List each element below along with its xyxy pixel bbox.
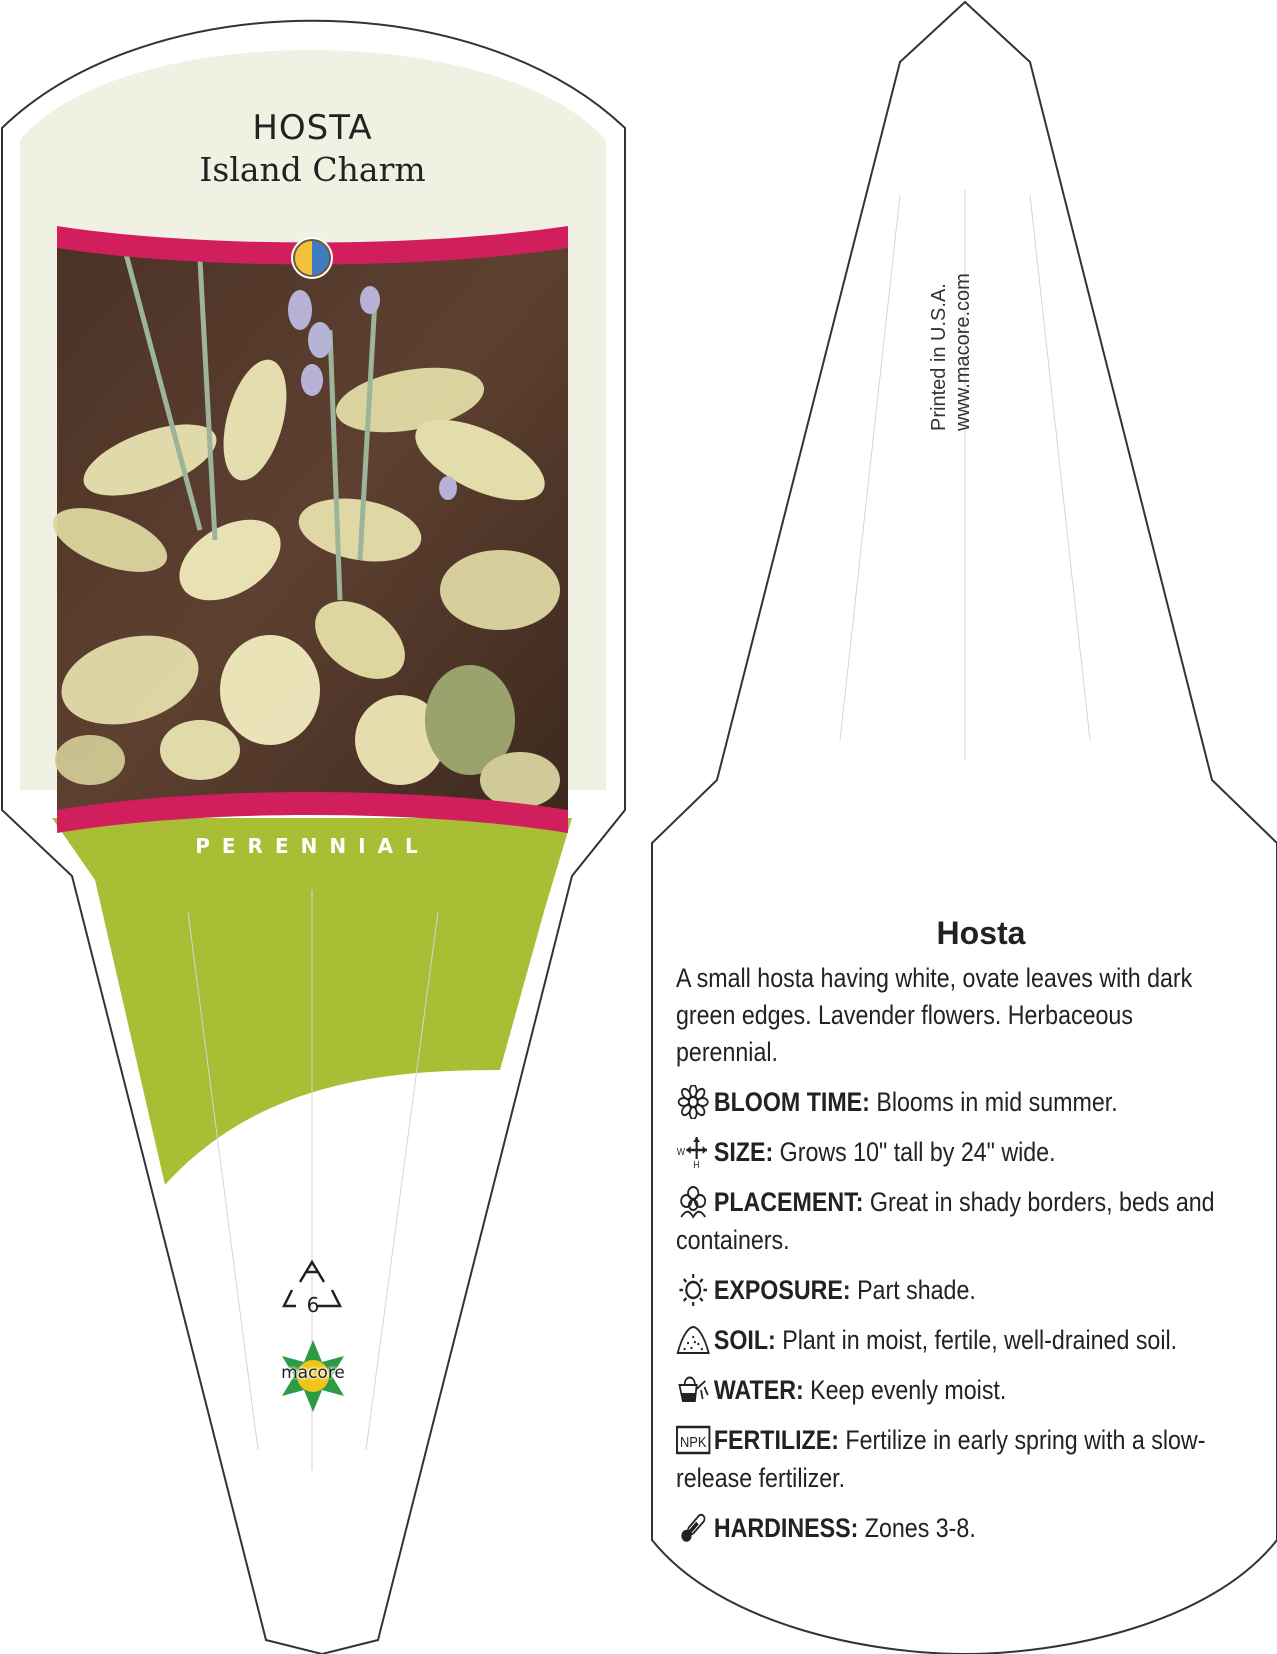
size-arrows-icon: [676, 1135, 710, 1169]
size-row: [676, 1133, 1235, 1171]
soil-label: SOIL:: [713, 1325, 776, 1355]
fertilize-value: Fertilize in early spring with a slow-release fertilizer.: [676, 1425, 1206, 1493]
flower-icon: [676, 1085, 710, 1119]
care-info: [676, 915, 1246, 1547]
placement-label: PLACEMENT:: [713, 1187, 864, 1217]
sun-icon: [676, 1273, 710, 1307]
plant-photo: [45, 230, 568, 825]
hardiness-value: Zones 3-8.: [858, 1513, 976, 1543]
plant-category: PERENNIAL: [195, 834, 430, 858]
exposure-row: [676, 1271, 1235, 1309]
plant-name: HOSTA: [252, 108, 373, 148]
water-row: [676, 1371, 1235, 1409]
care-description: A small hosta having white, ovate leaves with dark green edges. Lavender flowers. Herbaceous perennial.: [676, 963, 1193, 1067]
thermometer-icon: [676, 1511, 710, 1545]
bloom-time-label: BLOOM TIME:: [713, 1087, 870, 1117]
part-shade-badge-icon: [291, 237, 333, 279]
printed-website: www.macore.com: [952, 273, 974, 431]
soil-row: [676, 1321, 1235, 1359]
bloom-time-row: [676, 1083, 1235, 1121]
size-label: SIZE:: [713, 1137, 774, 1167]
cultivar-name: Island Charm: [199, 150, 426, 189]
fertilize-row: [676, 1421, 1235, 1497]
hardiness-row: [676, 1509, 1235, 1547]
shrub-icon: [676, 1185, 710, 1219]
bloom-time-value: Blooms in mid summer.: [869, 1087, 1118, 1117]
npk-icon: [676, 1423, 710, 1457]
svg-text:NPK: NPK: [679, 1433, 707, 1451]
care-title: Hosta: [936, 915, 1026, 951]
printed-note: [927, 221, 975, 431]
placement-row: [676, 1183, 1235, 1259]
soil-value: Plant in moist, fertile, well-drained soil.: [775, 1325, 1178, 1355]
water-label: WATER:: [713, 1375, 804, 1405]
recycle-code: 6: [306, 1293, 320, 1317]
water-value: Keep evenly moist.: [803, 1375, 1007, 1405]
printed-country: Printed in U.S.A.: [928, 283, 950, 431]
svg-text:H: H: [693, 1159, 700, 1169]
fertilize-label: FERTILIZE:: [713, 1425, 839, 1455]
exposure-label: EXPOSURE:: [713, 1275, 851, 1305]
svg-text:W: W: [676, 1146, 685, 1158]
watering-can-icon: [676, 1373, 710, 1407]
placement-value: Great in shady borders, beds and containers.: [676, 1187, 1215, 1255]
brand-name: macore: [281, 1363, 345, 1383]
size-value: Grows 10" tall by 24" wide.: [773, 1137, 1056, 1167]
soil-pile-icon: [676, 1323, 710, 1357]
exposure-value: Part shade.: [850, 1275, 976, 1305]
hardiness-label: HARDINESS:: [713, 1513, 859, 1543]
